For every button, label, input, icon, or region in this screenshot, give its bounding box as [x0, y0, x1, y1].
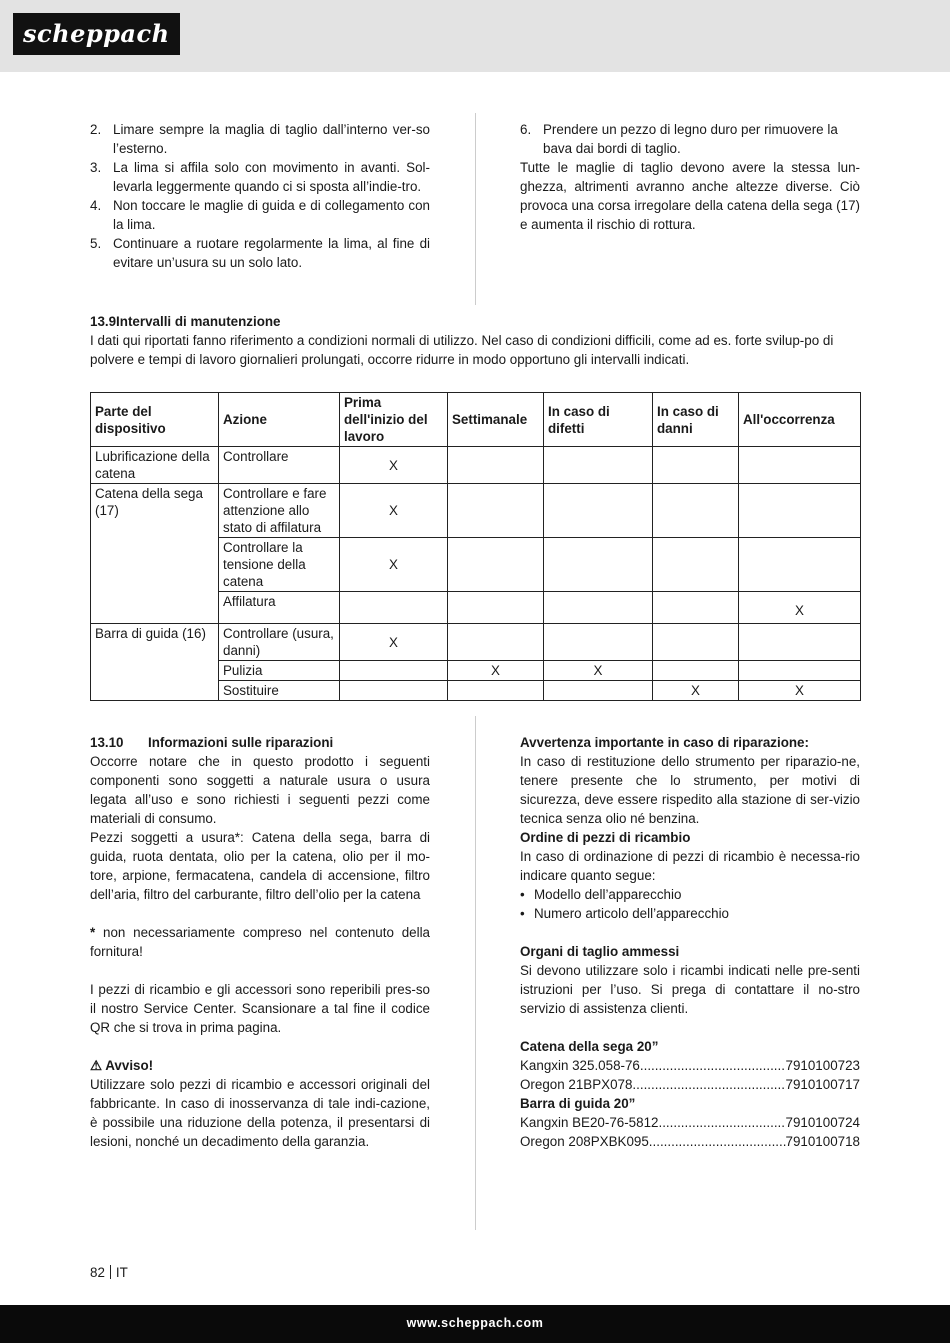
list-item: • Modello dell’apparecchio	[520, 887, 682, 902]
table-cell	[739, 538, 861, 592]
footnote: * non necessariamente compreso nel contenuto della fornitura!	[90, 925, 430, 959]
table-cell	[739, 661, 861, 681]
column-header: Settimanale	[448, 393, 544, 447]
list-item: • Numero articolo dell’apparecchio	[520, 906, 730, 921]
table-cell	[544, 592, 653, 624]
table-cell: Controllare la tensione della catena	[219, 538, 340, 592]
part-row: Oregon 21BPX078 ..... 7910100717	[520, 1075, 860, 1094]
table-row	[91, 447, 861, 484]
table-cell	[653, 661, 739, 681]
spare-parts-column	[520, 733, 860, 1151]
column-header: All'occorrenza	[739, 393, 861, 447]
table-cell	[448, 538, 544, 592]
list-item: 2. Limare sempre la maglia di taglio dall’interno ver-so l’esterno.	[90, 122, 430, 156]
column-divider	[475, 113, 476, 305]
table-cell: Catena della sega (17)	[91, 484, 219, 624]
column-header: Parte del dispositivo	[91, 393, 219, 447]
table-cell	[340, 681, 448, 701]
table-cell	[653, 538, 739, 592]
table-cell: X	[739, 681, 861, 701]
column-header: In caso di danni	[653, 393, 739, 447]
table-cell	[544, 447, 653, 484]
table-cell: X	[739, 592, 861, 624]
part-row: Oregon 208PXBK095 ..... 7910100718	[520, 1132, 860, 1151]
paragraph: Occorre notare che in questo prodotto i seguenti componenti sono soggetti a naturale usura o usura legata all’uso e sono richiesti i seguenti pezzi come materiali di consumo.	[90, 754, 430, 826]
part-row: Kangxin 325.058-76 ..... 7910100723	[520, 1056, 860, 1075]
section-heading: Catena della sega 20”	[520, 1039, 659, 1054]
paragraph: Pezzi soggetti a usura*: Catena della sega, barra di guida, ruota dentata, olio per la catena, olio per il mo-tore, arpione, fermacatena, candela di accensione, filtro dell’aria, filtro del carburante, filtro dell’olio per la catena	[90, 830, 430, 902]
section-heading: Avvertenza importante in caso di riparazione:	[520, 735, 809, 750]
table-cell	[544, 681, 653, 701]
column-header: In caso di difetti	[544, 393, 653, 447]
table-cell	[448, 447, 544, 484]
table-cell: X	[653, 681, 739, 701]
maintenance-table	[90, 392, 861, 701]
table-cell	[653, 447, 739, 484]
section-heading: Organi di taglio ammessi	[520, 944, 680, 959]
table-cell: X	[340, 447, 448, 484]
table-cell: Lubrificazione della catena	[91, 447, 219, 484]
repairs-column	[90, 733, 430, 1151]
page-footer	[0, 1305, 950, 1343]
table-cell: Barra di guida (16)	[91, 624, 219, 701]
table-cell: Pulizia	[219, 661, 340, 681]
paragraph: In caso di restituzione dello strumento per riparazio-ne, tenere presente che lo strumento, per motivi di sicurezza, deve essere rispedito alla stazione di ser-vizio tecnica senza olio né benzina.	[520, 754, 860, 826]
table-cell	[544, 538, 653, 592]
table-cell: Controllare	[219, 447, 340, 484]
paragraph: Tutte le maglie di taglio devono avere la stessa lun-ghezza, altrimenti avranno anche altezze diverse. Ciò provoca una corsa irregolare della catena della sega (17) e aumenta il rischio di rottura.	[520, 160, 860, 232]
table-cell: X	[340, 484, 448, 538]
section-heading: Barra di guida 20”	[520, 1096, 636, 1111]
paragraph: I pezzi di ricambio e gli accessori sono reperibili pres-so il nostro Service Center. Scansionare a tal fine il codice QR che si trova in prima pagina.	[90, 982, 430, 1035]
table-header-row	[91, 393, 861, 447]
top-right-column	[520, 120, 860, 234]
column-header: Azione	[219, 393, 340, 447]
table-cell	[340, 661, 448, 681]
list-item: 3. La lima si affila solo con movimento in avanti. Sol-levarla leggermente quando ci si sposta all’indie-tro.	[90, 160, 430, 194]
table-cell	[544, 624, 653, 661]
section-heading: 13.9Intervalli di manutenzione	[90, 314, 281, 329]
table-cell	[653, 592, 739, 624]
table-row	[91, 484, 861, 538]
scheppach-logo: scheppach	[13, 13, 180, 55]
column-header: Prima dell'inizio del lavoro	[340, 393, 448, 447]
table-cell: Controllare (usura, danni)	[219, 624, 340, 661]
table-cell	[448, 681, 544, 701]
list-item: 6. Prendere un pezzo di legno duro per rimuovere la bava dai bordi di taglio.	[520, 122, 838, 156]
table-cell: Sostituire	[219, 681, 340, 701]
top-left-column	[90, 120, 430, 272]
table-row	[91, 624, 861, 661]
footer-url: www.scheppach.com	[406, 1316, 544, 1330]
list-item: 5. Continuare a ruotare regolarmente la lima, al fine di evitare un’usura su un solo lato.	[90, 236, 430, 270]
table-cell: X	[544, 661, 653, 681]
table-cell	[653, 484, 739, 538]
list-item: 4. Non toccare le maglie di guida e di collegamento con la lima.	[90, 198, 430, 232]
table-cell	[739, 484, 861, 538]
table-cell	[653, 624, 739, 661]
table-cell	[739, 447, 861, 484]
table-cell: X	[340, 538, 448, 592]
warning-icon: ⚠	[90, 1058, 103, 1073]
table-cell	[448, 484, 544, 538]
table-cell	[544, 484, 653, 538]
table-cell	[739, 624, 861, 661]
paragraph: I dati qui riportati fanno riferimento a condizioni normali di utilizzo. Nel caso di condizioni difficili, come ad es. forte svilup-po di polvere e tempi di lavoro giornalieri prolungati, occorre ridurre in modo opportuno gli intervalli indicati.	[90, 333, 834, 367]
table-cell	[340, 592, 448, 624]
paragraph: In caso di ordinazione di pezzi di ricambio è necessa-rio indicare quanto segue:	[520, 849, 860, 883]
paragraph: Utilizzare solo pezzi di ricambio e accessori originali del fabbricante. In caso di inosservanza di tale indi-cazione, è possibile una riduzione della potenza, il presentarsi di lesioni, nonché un decadimento della garanzia.	[90, 1077, 430, 1149]
page-number: 82 IT	[90, 1265, 128, 1280]
table-cell: Controllare e fare attenzione allo stato di affilatura	[219, 484, 340, 538]
part-row: Kangxin BE20-76-5812 ..... 7910100724	[520, 1113, 860, 1132]
table-cell: Affilatura	[219, 592, 340, 624]
paragraph: Si devono utilizzare solo i ricambi indicati nelle pre-senti istruzioni per l’uso. Si prega di contattare il no-stro servizio di assistenza clienti.	[520, 963, 860, 1016]
section-heading: Ordine di pezzi di ricambio	[520, 830, 691, 845]
warning-heading: ⚠ Avviso!	[90, 1058, 154, 1073]
column-divider	[475, 716, 476, 1230]
table-cell: X	[340, 624, 448, 661]
table-cell	[448, 592, 544, 624]
maintenance-section	[90, 312, 860, 369]
section-heading: 13.10 Informazioni sulle riparazioni	[90, 735, 334, 750]
table-cell: X	[448, 661, 544, 681]
table-cell	[448, 624, 544, 661]
page-header	[0, 0, 950, 72]
